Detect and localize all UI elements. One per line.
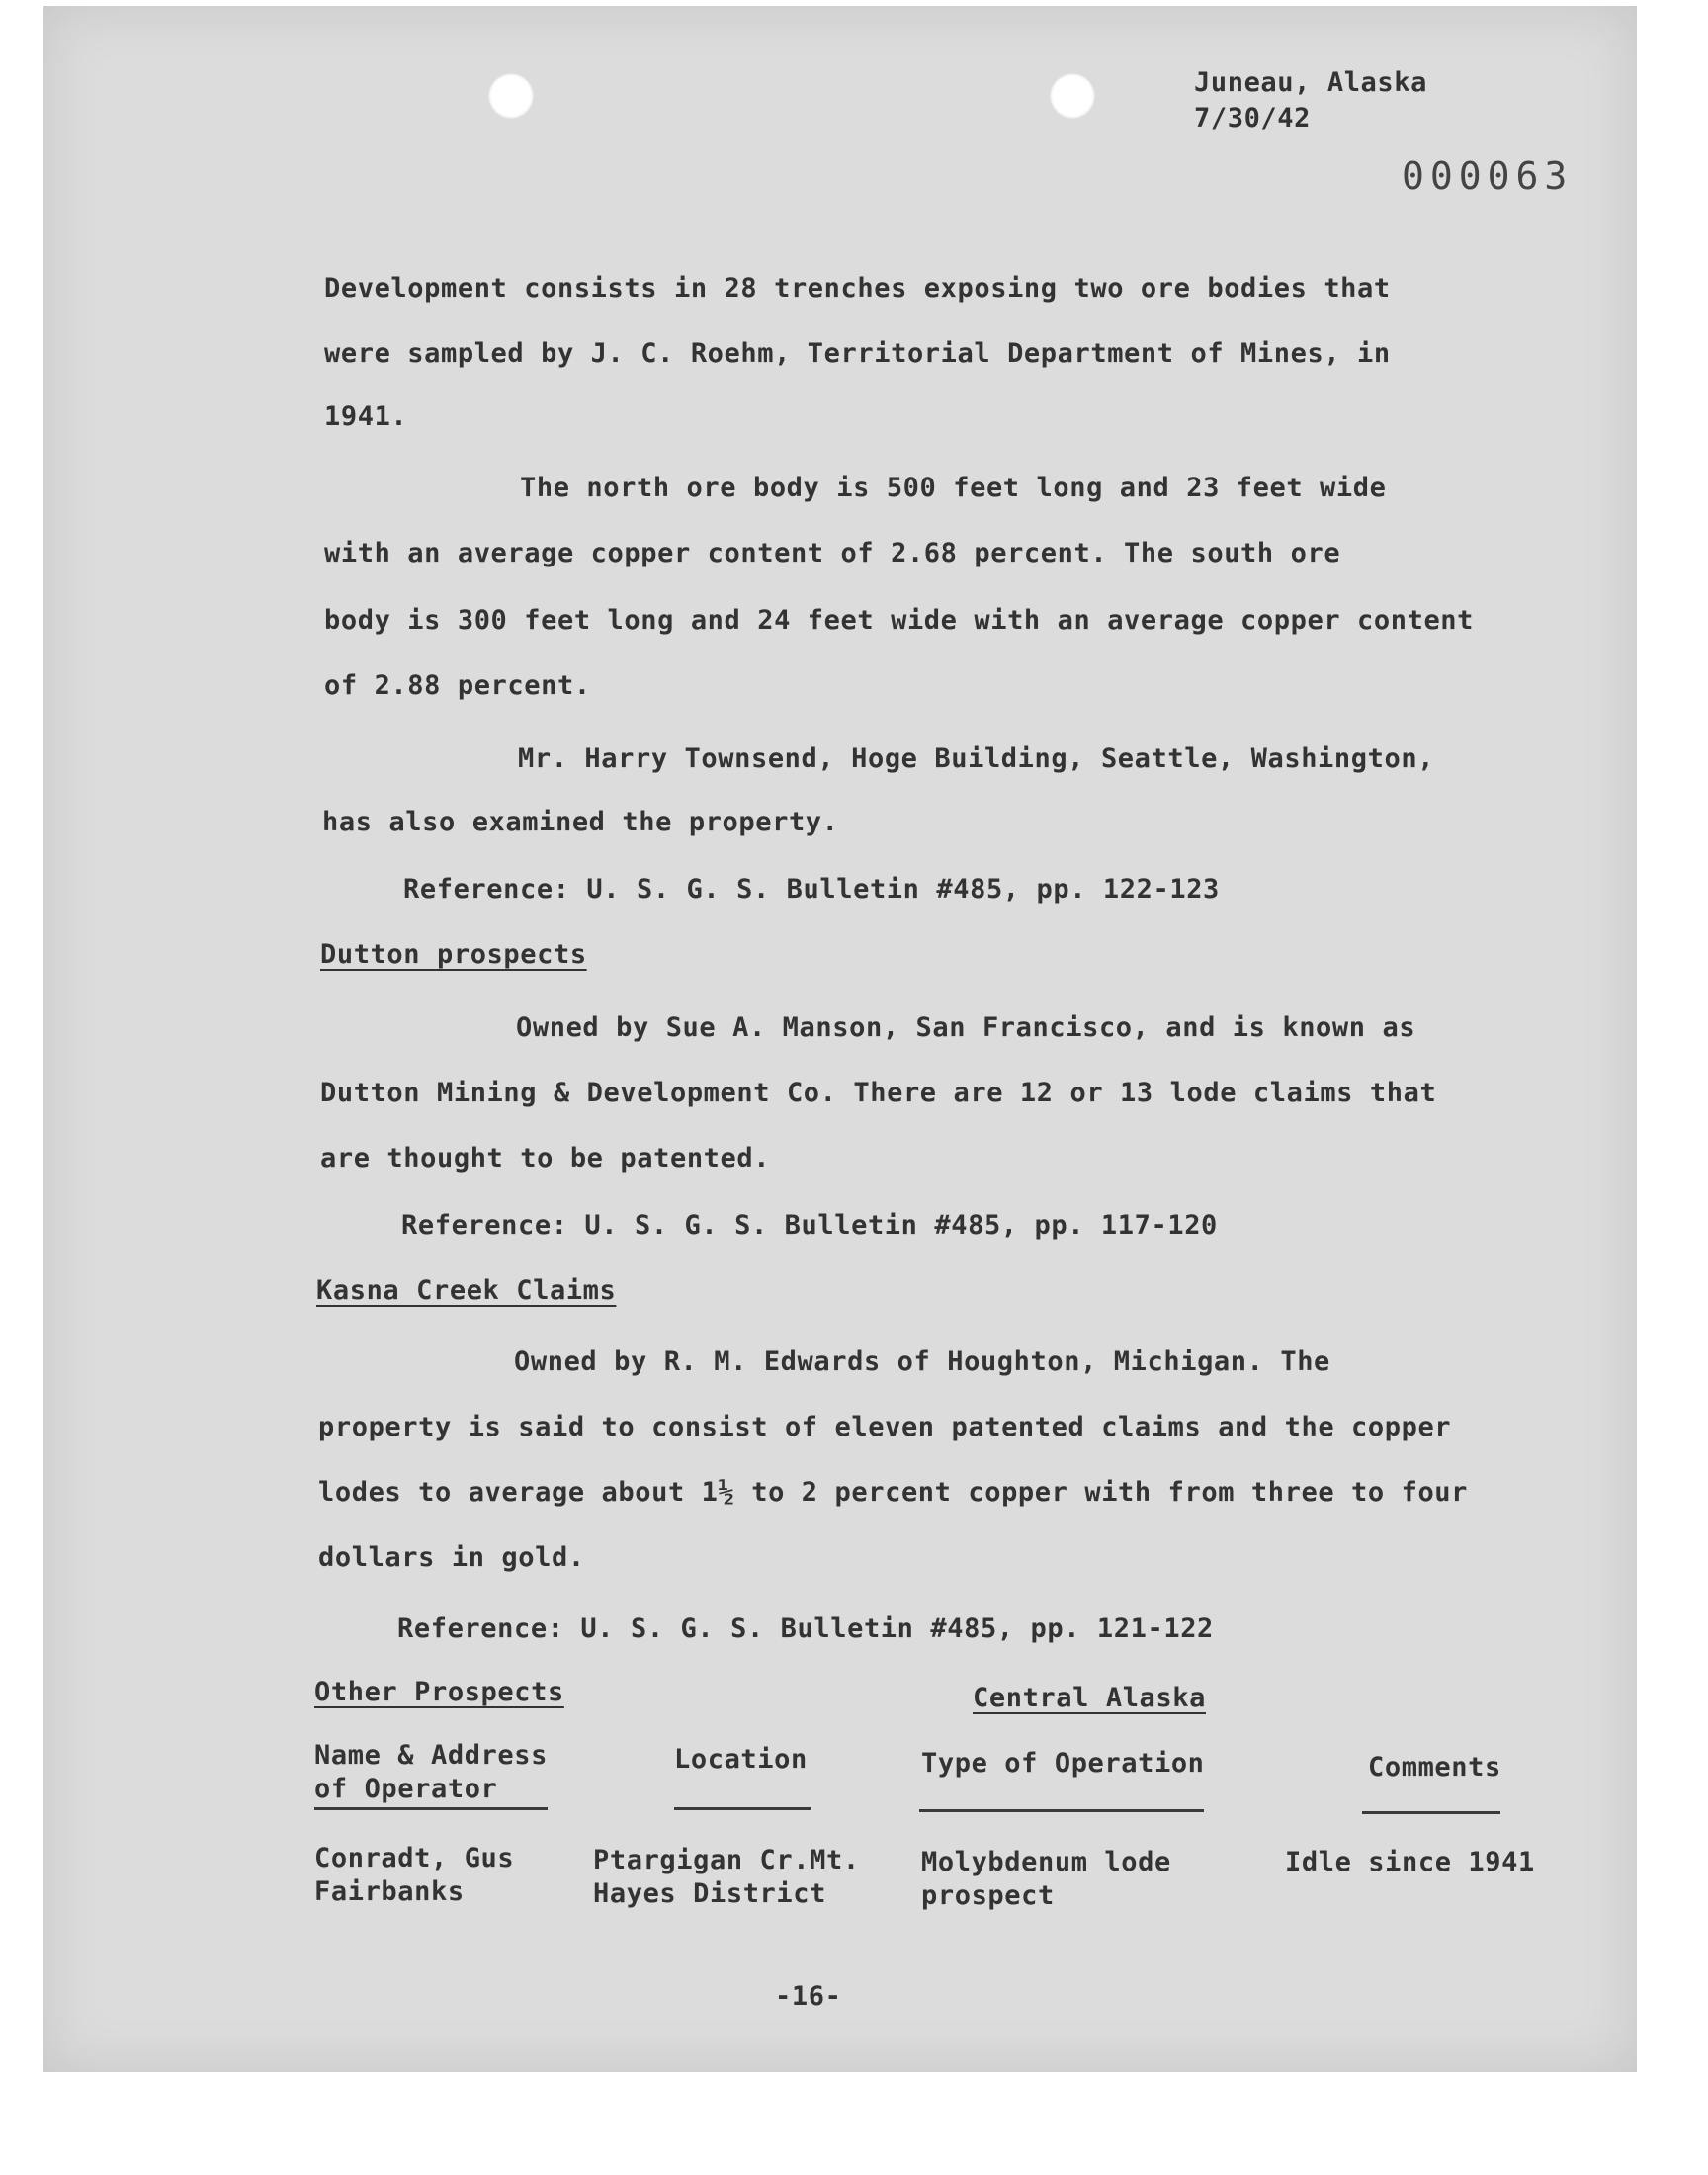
column-underline [1362,1811,1500,1814]
body-line: Owned by Sue A. Manson, San Francisco, and is known as [516,1012,1416,1043]
body-line: property is said to consist of eleven patented claims and the copper [318,1412,1452,1442]
body-line: The north ore body is 500 feet long and 23 feet wide [520,473,1387,503]
table-cell-operator: Conradt, Gus [314,1843,515,1873]
body-line: lodes to average about 1½ to 2 percent copper with from three to four [318,1477,1469,1508]
body-line: dollars in gold. [318,1542,585,1573]
table-cell-operator: Fairbanks [314,1876,465,1907]
header-date: 7/30/42 [1194,103,1311,133]
column-underline [674,1807,811,1810]
table-cell-type: Molybdenum lode [921,1847,1171,1877]
reference-line: Reference: U. S. G. S. Bulletin #485, pp. 121-122 [397,1613,1214,1644]
reference-line: Reference: U. S. G. S. Bulletin #485, pp. 117-120 [401,1210,1218,1241]
body-line: has also examined the property. [322,807,839,837]
column-underline [919,1809,1204,1812]
column-header-operator: of Operator [314,1774,498,1804]
body-line: body is 300 feet long and 24 feet wide with an average copper content [324,605,1475,636]
header-place: Juneau, Alaska [1194,67,1427,98]
table-cell-comments: Idle since 1941 [1285,1847,1535,1877]
body-line: with an average copper content of 2.68 percent. The south ore [324,538,1341,568]
body-line: Development consists in 28 trenches exposing two ore bodies that [324,273,1391,304]
body-line: were sampled by J. C. Roehm, Territorial Department of Mines, in [324,338,1391,369]
table-cell-location: Hayes District [593,1878,826,1909]
column-header-type: Type of Operation [921,1748,1205,1779]
document-number-stamp: 000063 [1402,154,1574,198]
column-header-location: Location [674,1744,808,1775]
body-line: Owned by R. M. Edwards of Houghton, Michigan. The [514,1347,1330,1377]
column-underline [314,1807,548,1810]
body-line: are thought to be patented. [320,1143,771,1174]
punch-hole [488,73,534,119]
table-cell-location: Ptargigan Cr.Mt. [593,1845,860,1875]
column-header-operator: Name & Address [314,1740,548,1771]
table-cell-type: prospect [921,1880,1055,1911]
reference-line: Reference: U. S. G. S. Bulletin #485, pp. 122-123 [403,874,1220,905]
column-header-comments: Comments [1368,1752,1501,1783]
body-line: Dutton Mining & Development Co. There are 12 or 13 lode claims that [320,1078,1437,1108]
body-line: 1941. [324,401,408,432]
section-heading-dutton: Dutton prospects [320,939,587,970]
body-line: Mr. Harry Townsend, Hoge Building, Seattle, Washington, [518,743,1435,774]
section-heading-kasna: Kasna Creek Claims [316,1275,617,1306]
page-number: -16- [775,1981,842,2012]
punch-hole [1050,73,1095,119]
section-heading-other: Other Prospects [314,1677,564,1707]
region-heading: Central Alaska [973,1683,1206,1713]
body-line: of 2.88 percent. [324,670,591,701]
